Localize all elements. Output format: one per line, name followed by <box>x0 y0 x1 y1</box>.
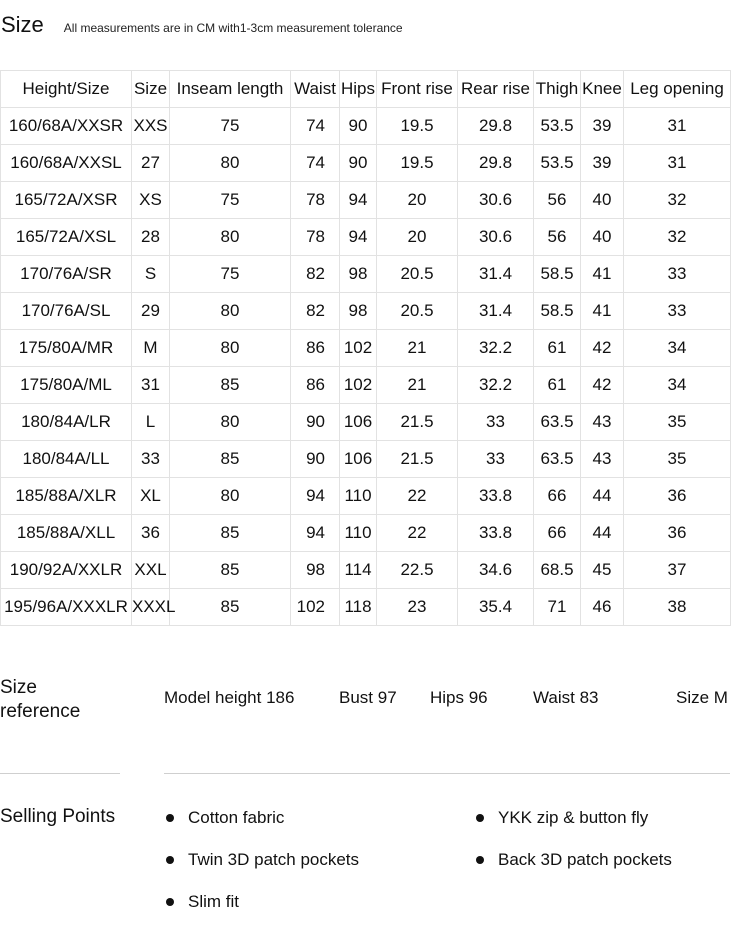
table-cell: 27 <box>132 145 170 182</box>
table-cell: 82 <box>291 293 340 330</box>
table-cell: 80 <box>170 293 291 330</box>
table-cell: 98 <box>291 552 340 589</box>
table-cell: 41 <box>581 293 624 330</box>
table-body <box>1 108 731 626</box>
table-cell: 19.5 <box>377 145 458 182</box>
table-row <box>1 441 731 478</box>
table-cell: 190/92A/XXLR <box>1 552 132 589</box>
table-cell: 35 <box>624 441 731 478</box>
table-row <box>1 256 731 293</box>
table-cell: 58.5 <box>534 256 581 293</box>
table-cell: 30.6 <box>458 219 534 256</box>
table-cell: 63.5 <box>534 441 581 478</box>
table-cell: 29.8 <box>458 145 534 182</box>
table-cell: 74 <box>291 108 340 145</box>
table-cell: 98 <box>340 293 377 330</box>
ref-model-height: Model height 186 <box>164 688 295 707</box>
table-row <box>1 552 731 589</box>
table-cell: 34 <box>624 367 731 404</box>
table-cell: 37 <box>624 552 731 589</box>
table-cell: 21.5 <box>377 404 458 441</box>
column-header: Thigh <box>534 71 581 108</box>
table-cell: 94 <box>291 515 340 552</box>
table-cell: 80 <box>170 478 291 515</box>
table-cell: 85 <box>170 441 291 478</box>
table-row <box>1 219 731 256</box>
selling-point-item <box>166 850 359 870</box>
table-cell: 66 <box>534 515 581 552</box>
table-header-row <box>1 71 731 108</box>
table-cell: 22 <box>377 478 458 515</box>
table-cell: 90 <box>340 108 377 145</box>
table-cell: 106 <box>340 441 377 478</box>
column-header: Inseam length <box>170 71 291 108</box>
table-cell: 102 <box>291 589 340 626</box>
table-cell: 75 <box>170 182 291 219</box>
table-row <box>1 404 731 441</box>
table-cell: 32.2 <box>458 330 534 367</box>
table-cell: 102 <box>340 367 377 404</box>
bullet-icon <box>166 856 174 864</box>
table-cell: 19.5 <box>377 108 458 145</box>
table-cell: 61 <box>534 367 581 404</box>
column-header: Rear rise <box>458 71 534 108</box>
size-table <box>0 70 731 626</box>
table-cell: 75 <box>170 108 291 145</box>
table-cell: 80 <box>170 219 291 256</box>
table-cell: 45 <box>581 552 624 589</box>
table-cell: 85 <box>170 367 291 404</box>
table-cell: 94 <box>291 478 340 515</box>
table-cell: 33 <box>132 441 170 478</box>
table-row <box>1 108 731 145</box>
table-cell: L <box>132 404 170 441</box>
table-row <box>1 367 731 404</box>
table-cell: 185/88A/XLL <box>1 515 132 552</box>
table-row <box>1 589 731 626</box>
table-cell: 66 <box>534 478 581 515</box>
table-cell: 160/68A/XXSL <box>1 145 132 182</box>
selling-points-label: Selling Points <box>0 806 116 827</box>
table-cell: 74 <box>291 145 340 182</box>
table-cell: M <box>132 330 170 367</box>
table-cell: 78 <box>291 219 340 256</box>
table-cell: 90 <box>291 404 340 441</box>
table-cell: 42 <box>581 367 624 404</box>
table-cell: 170/76A/SR <box>1 256 132 293</box>
table-cell: 40 <box>581 182 624 219</box>
table-cell: 170/76A/SL <box>1 293 132 330</box>
table-cell: 114 <box>340 552 377 589</box>
table-cell: XS <box>132 182 170 219</box>
table-cell: 32.2 <box>458 367 534 404</box>
bullet-icon <box>476 856 484 864</box>
tolerance-note: All measurements are in CM with1-3cm measurement tolerance <box>63 21 403 35</box>
size-reference-label: Size reference <box>0 677 81 722</box>
table-cell: 29.8 <box>458 108 534 145</box>
table-cell: 31.4 <box>458 256 534 293</box>
table-cell: 20 <box>377 219 458 256</box>
table-cell: 20.5 <box>377 293 458 330</box>
table-cell: 86 <box>291 367 340 404</box>
table-row <box>1 515 731 552</box>
table-cell: 80 <box>170 404 291 441</box>
selling-point-text: Back 3D patch pockets <box>498 850 672 869</box>
table-cell: 86 <box>291 330 340 367</box>
table-cell: 40 <box>581 219 624 256</box>
table-cell: 53.5 <box>534 108 581 145</box>
ref-bust: Bust 97 <box>339 688 397 707</box>
table-cell: XXL <box>132 552 170 589</box>
table-cell: 28 <box>132 219 170 256</box>
table-cell: 110 <box>340 515 377 552</box>
selling-point-text: YKK zip & button fly <box>498 808 649 827</box>
table-cell: 39 <box>581 145 624 182</box>
ref-hips: Hips 96 <box>430 688 488 707</box>
table-cell: 43 <box>581 441 624 478</box>
table-cell: 80 <box>170 330 291 367</box>
table-cell: 180/84A/LL <box>1 441 132 478</box>
table-cell: 94 <box>340 219 377 256</box>
table-cell: 32 <box>624 219 731 256</box>
table-cell: XL <box>132 478 170 515</box>
table-row <box>1 478 731 515</box>
size-header <box>0 10 403 40</box>
table-cell: 63.5 <box>534 404 581 441</box>
table-cell: 175/80A/ML <box>1 367 132 404</box>
table-cell: 33 <box>458 441 534 478</box>
table-cell: 110 <box>340 478 377 515</box>
table-cell: 80 <box>170 145 291 182</box>
selling-point-item <box>476 808 648 828</box>
table-cell: 33 <box>458 404 534 441</box>
table-cell: 90 <box>340 145 377 182</box>
table-cell: 44 <box>581 478 624 515</box>
table-cell: 102 <box>340 330 377 367</box>
table-cell: 61 <box>534 330 581 367</box>
divider-right <box>164 773 730 774</box>
table-cell: 56 <box>534 219 581 256</box>
table-cell: 36 <box>624 515 731 552</box>
table-row <box>1 145 731 182</box>
table-cell: 118 <box>340 589 377 626</box>
table-cell: 44 <box>581 515 624 552</box>
table-cell: 22 <box>377 515 458 552</box>
table-cell: 58.5 <box>534 293 581 330</box>
selling-point-item <box>166 808 284 828</box>
table-cell: 185/88A/XLR <box>1 478 132 515</box>
column-header: Knee <box>581 71 624 108</box>
table-cell: 94 <box>340 182 377 219</box>
table-cell: 35.4 <box>458 589 534 626</box>
table-cell: 85 <box>170 552 291 589</box>
table-cell: 42 <box>581 330 624 367</box>
table-cell: 75 <box>170 256 291 293</box>
column-header: Hips <box>340 71 377 108</box>
selling-point-item <box>166 892 239 912</box>
table-cell: 82 <box>291 256 340 293</box>
table-cell: 98 <box>340 256 377 293</box>
table-cell: 68.5 <box>534 552 581 589</box>
bullet-icon <box>166 814 174 822</box>
table-cell: 33.8 <box>458 515 534 552</box>
table-cell: 78 <box>291 182 340 219</box>
selling-point-item <box>476 850 672 870</box>
bullet-icon <box>166 898 174 906</box>
table-cell: 43 <box>581 404 624 441</box>
table-cell: 31 <box>624 145 731 182</box>
table-cell: 31.4 <box>458 293 534 330</box>
table-cell: 34.6 <box>458 552 534 589</box>
table-cell: 36 <box>624 478 731 515</box>
selling-point-text: Slim fit <box>188 892 239 911</box>
table-cell: 30.6 <box>458 182 534 219</box>
divider-left <box>0 773 120 774</box>
table-cell: 195/96A/XXXLR <box>1 589 132 626</box>
table-cell: 22.5 <box>377 552 458 589</box>
table-cell: 106 <box>340 404 377 441</box>
column-header: Height/Size <box>1 71 132 108</box>
table-row <box>1 293 731 330</box>
table-cell: XXS <box>132 108 170 145</box>
table-cell: 23 <box>377 589 458 626</box>
table-cell: 21 <box>377 330 458 367</box>
table-cell: 32 <box>624 182 731 219</box>
table-cell: 33 <box>624 256 731 293</box>
bullet-icon <box>476 814 484 822</box>
table-cell: 29 <box>132 293 170 330</box>
table-cell: 36 <box>132 515 170 552</box>
column-header: Size <box>132 71 170 108</box>
table-cell: 85 <box>170 589 291 626</box>
table-cell: 35 <box>624 404 731 441</box>
ref-waist: Waist 83 <box>533 688 599 707</box>
table-cell: 41 <box>581 256 624 293</box>
table-cell: 33.8 <box>458 478 534 515</box>
column-header: Front rise <box>377 71 458 108</box>
table-cell: 180/84A/LR <box>1 404 132 441</box>
table-row <box>1 330 731 367</box>
table-cell: S <box>132 256 170 293</box>
ref-size: Size M <box>676 688 728 707</box>
table-cell: 33 <box>624 293 731 330</box>
table-cell: 85 <box>170 515 291 552</box>
table-row <box>1 182 731 219</box>
column-header: Waist <box>291 71 340 108</box>
table-cell: 175/80A/MR <box>1 330 132 367</box>
table-cell: 31 <box>624 108 731 145</box>
table-cell: 56 <box>534 182 581 219</box>
page-title: Size <box>1 12 44 37</box>
table-cell: 34 <box>624 330 731 367</box>
table-cell: 90 <box>291 441 340 478</box>
table-cell: 38 <box>624 589 731 626</box>
table-cell: 71 <box>534 589 581 626</box>
table-cell: 165/72A/XSR <box>1 182 132 219</box>
table-cell: XXXL <box>132 589 170 626</box>
table-cell: 21.5 <box>377 441 458 478</box>
selling-point-text: Cotton fabric <box>188 808 285 827</box>
table-cell: 165/72A/XSL <box>1 219 132 256</box>
table-cell: 20.5 <box>377 256 458 293</box>
table-cell: 20 <box>377 182 458 219</box>
selling-point-text: Twin 3D patch pockets <box>188 850 360 869</box>
table-cell: 39 <box>581 108 624 145</box>
table-cell: 46 <box>581 589 624 626</box>
table-cell: 31 <box>132 367 170 404</box>
table-cell: 160/68A/XXSR <box>1 108 132 145</box>
table-cell: 53.5 <box>534 145 581 182</box>
column-header: Leg opening <box>624 71 731 108</box>
table-cell: 21 <box>377 367 458 404</box>
